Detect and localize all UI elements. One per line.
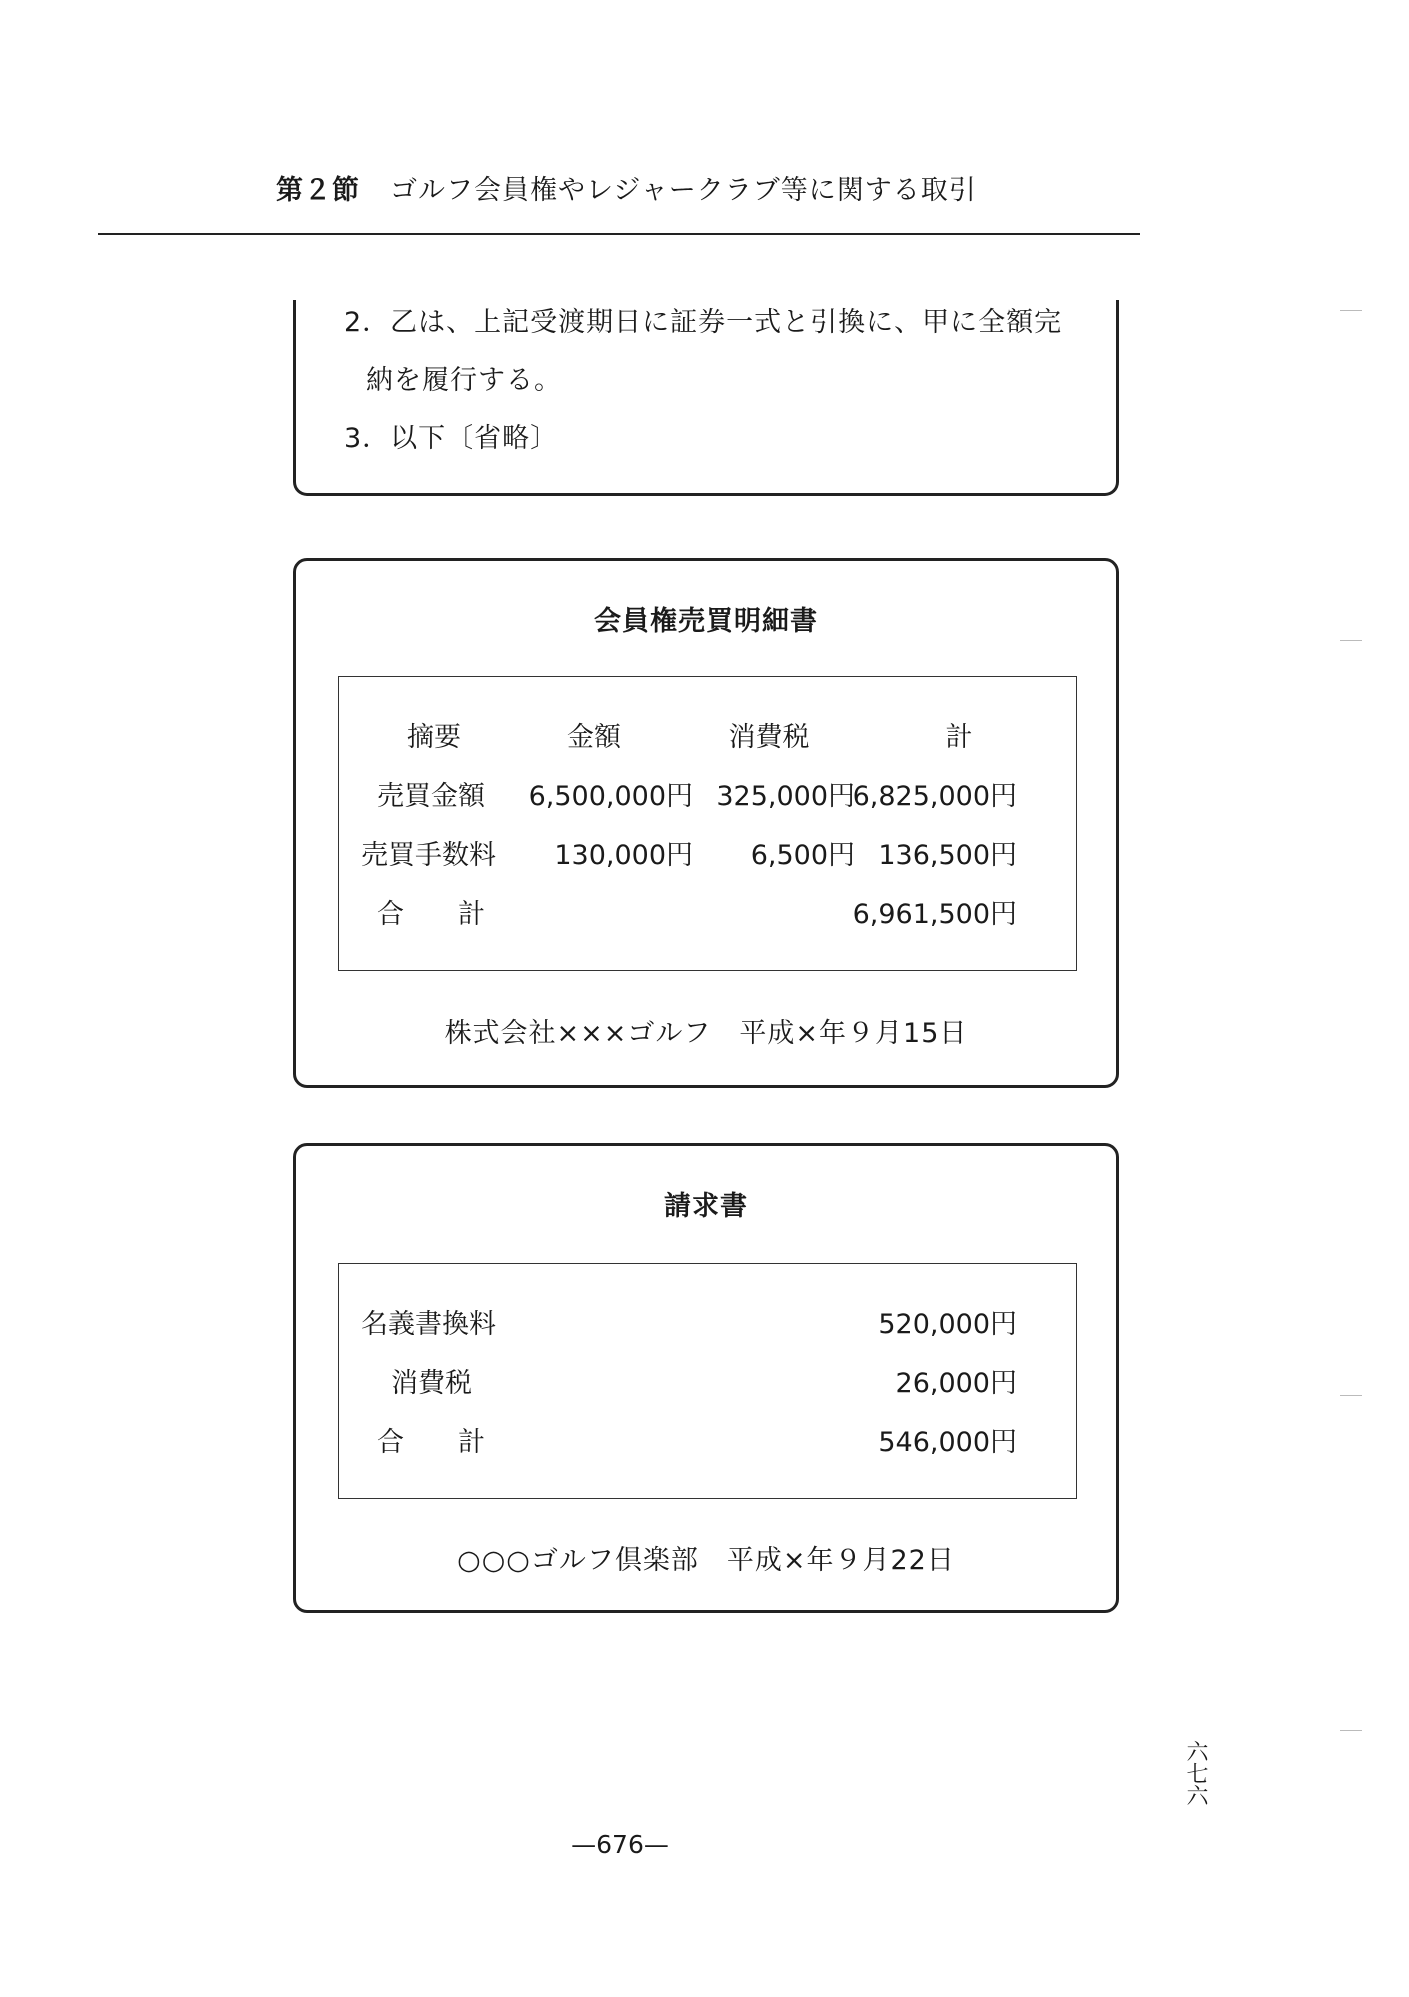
invoice-issuer: ○○○ゴルフ倶楽部 平成×年９月22日	[457, 1545, 955, 1576]
page-header	[276, 168, 977, 207]
table-cell-amount: 130,000円	[554, 840, 693, 871]
sales-statement-title: 会員権売買明細書	[594, 606, 818, 637]
vertical-page-mark	[1180, 1740, 1210, 1812]
vertical-page-mark-text: 六七六	[1183, 1740, 1208, 1806]
invoice-box	[293, 1143, 1119, 1613]
table-cell-amount: 26,000円	[895, 1368, 1017, 1399]
table-cell-amount: 520,000円	[878, 1309, 1017, 1340]
sales-statement-box	[293, 558, 1119, 1088]
column-header-description: 摘要	[407, 722, 461, 753]
table-row-label: 消費税	[391, 1368, 472, 1399]
table-row-label: 売買金額	[377, 781, 485, 812]
clause-2-line-1: 2．乙は、上記受渡期日に証券一式と引換に、甲に全額完	[344, 307, 1063, 338]
table-cell-amount: 546,000円	[878, 1427, 1017, 1458]
contract-continuation-box	[293, 300, 1119, 496]
scan-edge-mark	[1340, 310, 1362, 311]
scan-edge-mark	[1340, 640, 1362, 641]
clause-3: 3．以下〔省略〕	[344, 423, 559, 454]
column-header-total: 計	[945, 722, 973, 753]
column-header-amount: 金額	[567, 722, 621, 753]
table-row-label: 合 計	[377, 899, 485, 930]
invoice-table	[338, 1263, 1077, 1499]
table-cell-tax: 6,500円	[750, 840, 855, 871]
invoice-title: 請求書	[664, 1191, 748, 1222]
page-number: —676—	[571, 1830, 669, 1859]
column-header-tax: 消費税	[728, 722, 810, 753]
scan-edge-mark	[1340, 1395, 1362, 1396]
section-title: ゴルフ会員権やレジャークラブ等に関する取引	[390, 175, 977, 206]
sales-statement-issuer: 株式会社×××ゴルフ 平成×年９月15日	[444, 1018, 968, 1049]
table-cell-amount: 6,500,000円	[528, 781, 693, 812]
clause-2-line-2: 納を履行する。	[366, 365, 562, 396]
table-cell-tax: 325,000円	[716, 781, 855, 812]
table-row-label: 売買手数料	[361, 840, 496, 871]
table-cell-total: 6,825,000円	[852, 781, 1017, 812]
sales-statement-table	[338, 676, 1077, 971]
table-cell-total: 136,500円	[878, 840, 1017, 871]
table-row-label: 合 計	[377, 1427, 485, 1458]
table-row-label: 名義書換料	[361, 1309, 496, 1340]
scan-edge-mark	[1340, 1730, 1362, 1731]
section-number: 第２節	[276, 175, 360, 206]
table-cell-total: 6,961,500円	[852, 899, 1017, 930]
header-rule	[98, 233, 1140, 235]
